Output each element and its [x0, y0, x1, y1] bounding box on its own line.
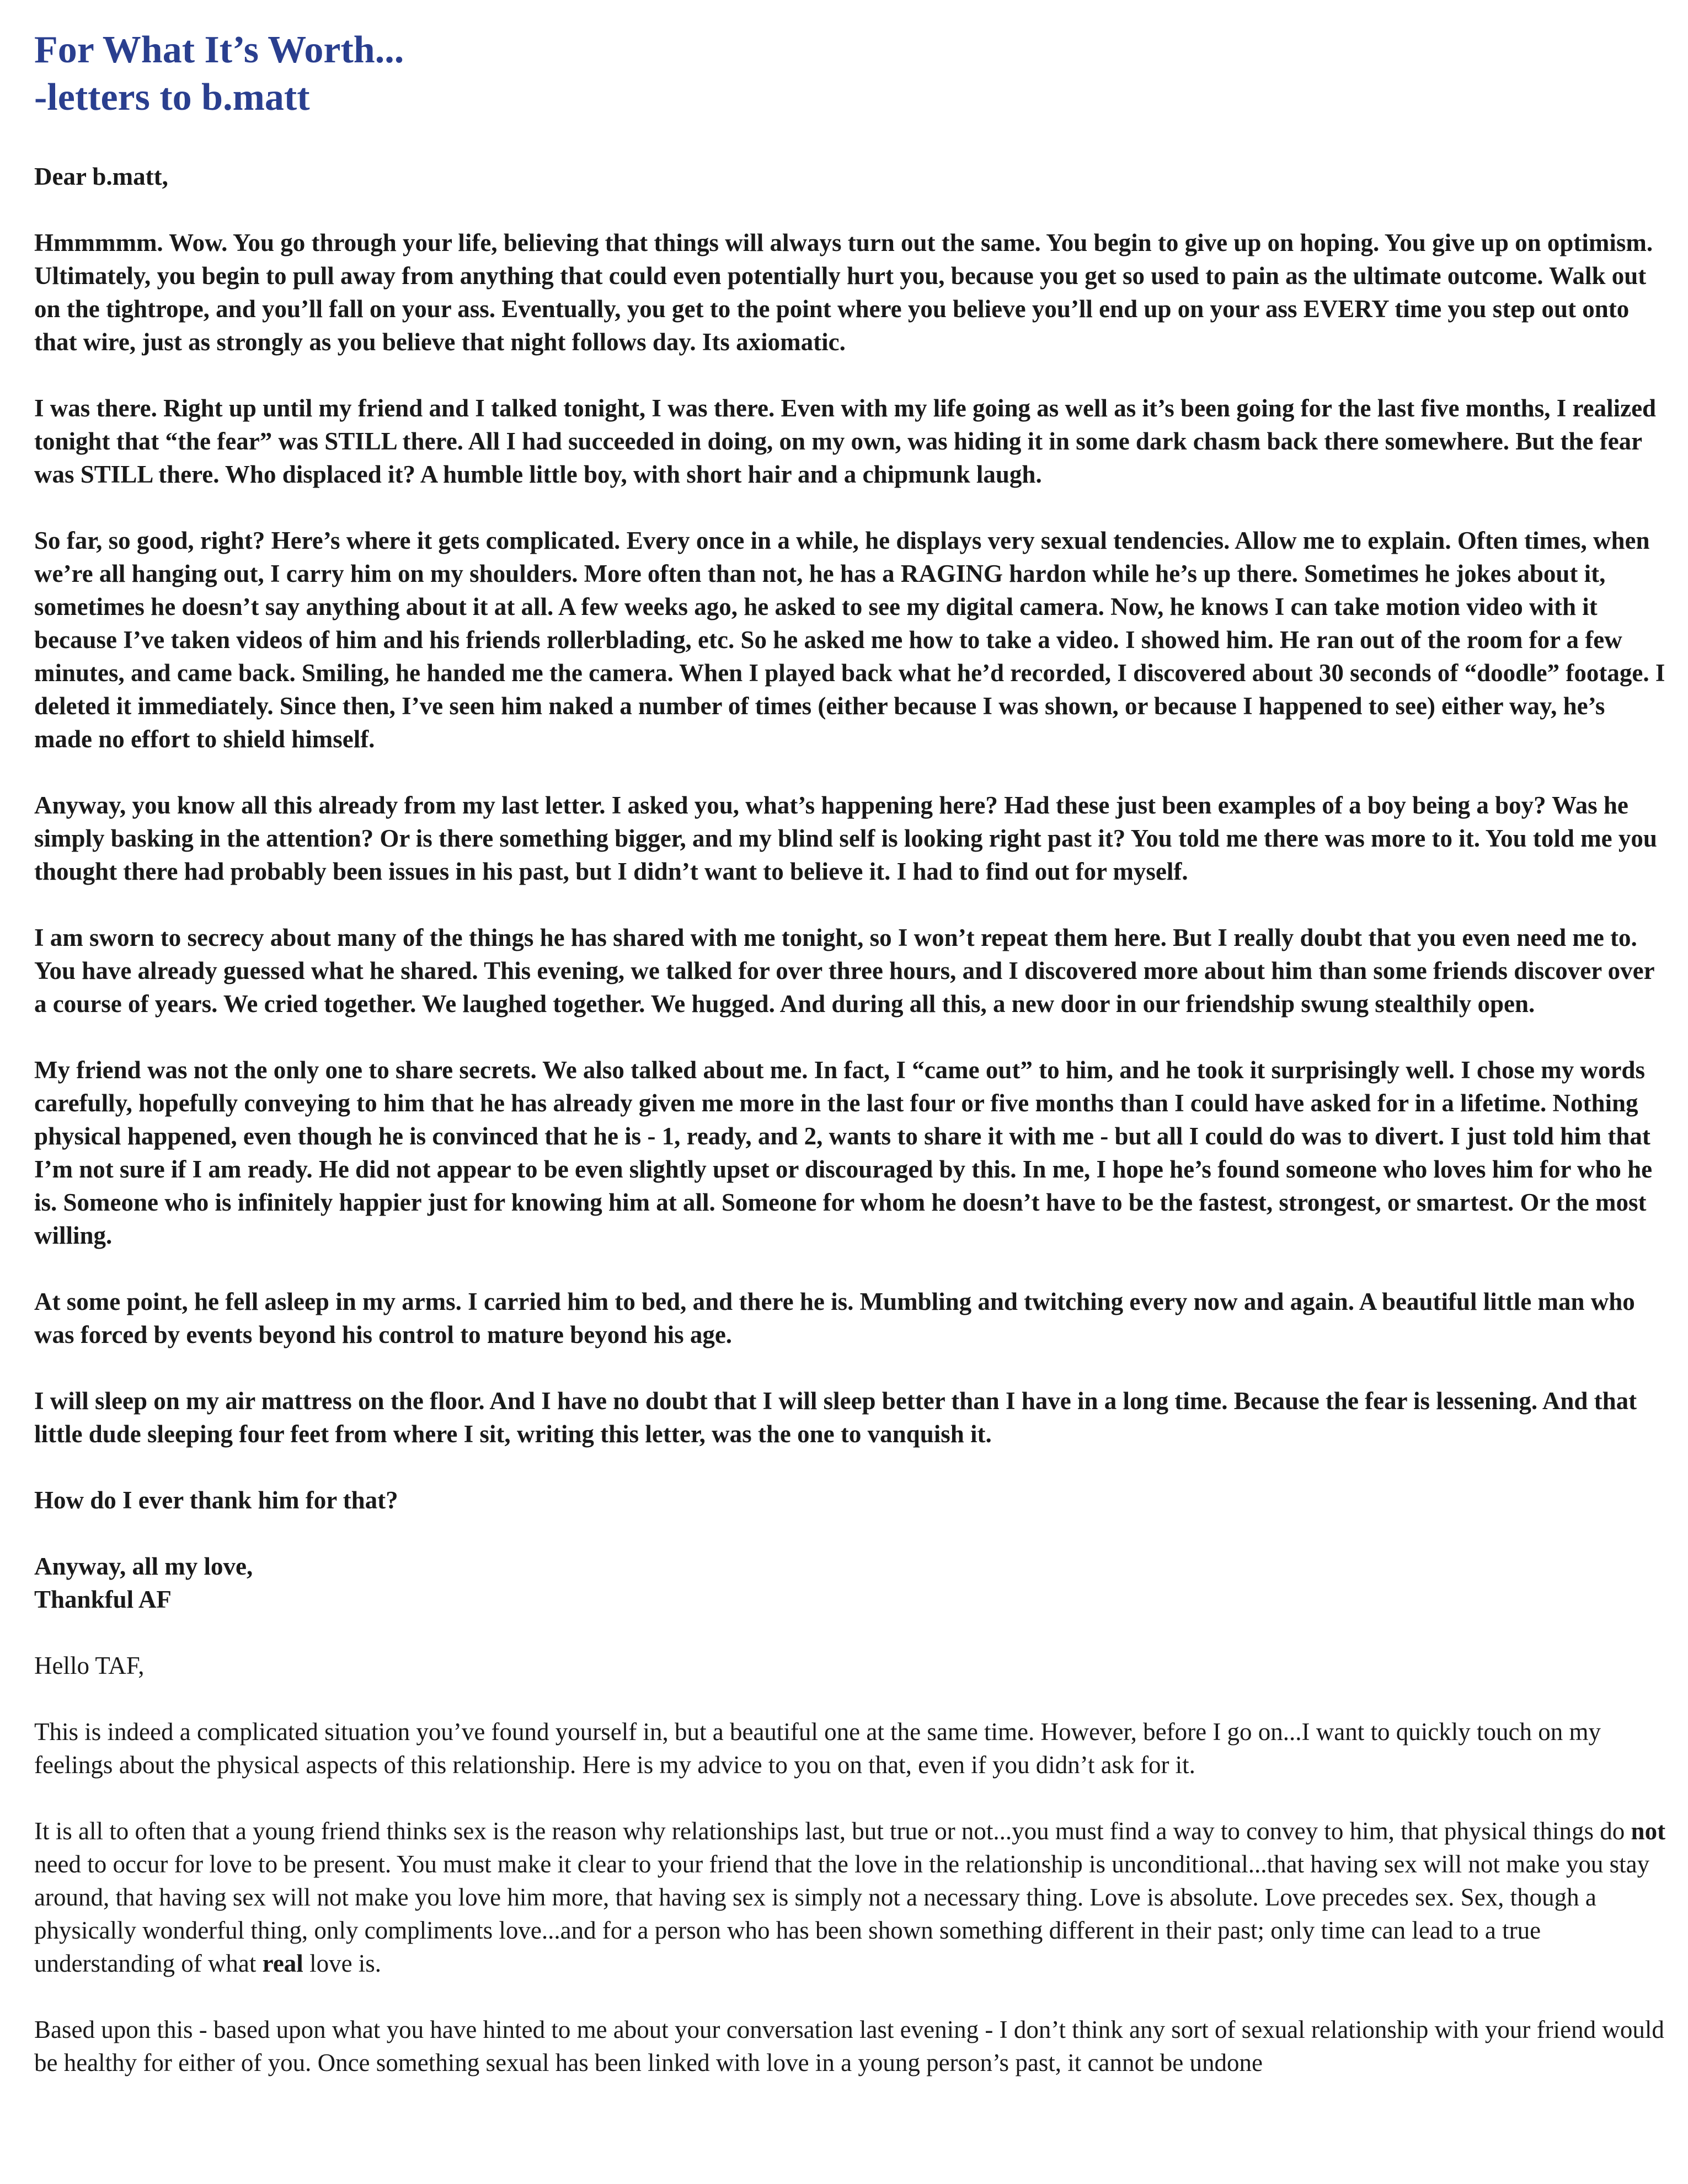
- reader-letter: [34, 160, 1667, 1616]
- letter-paragraph: So far, so good, right? Here’s where it gets complicated. Every once in a while, he displays very sexual tendencies. Allow me to explain. Often times, when we’re all hanging out, I carry him on my shoulders. More often than not, he has a RAGING hardon while he’s up there. Sometimes he jokes about it, sometimes he doesn’t say anything about it at all. A few weeks ago, he asked to see my digital camera. Now, he knows I can take motion video with it because I’ve taken videos of him and his friends rollerblading, etc. So he asked me how to take a video. I showed him. He ran out of the room for a few minutes, and came back. Smiling, he handed me the camera. When I played back what he’d recorded, I discovered about 30 seconds of “doodle” footage. I deleted it immediately. Since then, I’ve seen him naked a number of times (either because I was shown, or because I happened to see) either way, he’s made no effort to shield himself.: [34, 527, 1665, 753]
- title-line-1: For What It’s Worth...: [34, 29, 404, 71]
- reply-paragraph: Based upon this - based upon what you have hinted to me about your conversation last evening - I don’t think any sort of sexual relationship with your friend would be healthy for either of you. Once something sexual has been linked with love in a young person’s past, it cannot be undone: [34, 2016, 1664, 2076]
- letter-paragraph: Hmmmmm. Wow. You go through your life, believing that things will always turn out the same. You begin to give up on hoping. You give up on optimism. Ultimately, you begin to pull away from anything that could even potentially hurt you, because you get so used to pain as the ultimate outcome. Walk out on the tightrope, and you’ll fall on your ass. Eventually, you get to the point where you believe you’ll end up on your ass EVERY time you step out onto that wire, just as strongly as you believe that night follows day. Its axiomatic.: [34, 229, 1653, 356]
- document-page: [34, 26, 1667, 2079]
- letter-paragraph: I am sworn to secrecy about many of the things he has shared with me tonight, so I won’t repeat them here. But I really doubt that you even need me to. You have already guessed what he shared. This evening, we talked for over three hours, and I discovered more about him than some friends discover over a course of years. We cried together. We laughed together. We hugged. And during all this, a new door in our friendship swung stealthily open.: [34, 924, 1654, 1018]
- letter-greeting: Dear b.matt,: [34, 163, 168, 190]
- reply-paragraph: [34, 1814, 1667, 1980]
- letter-paragraph: Anyway, you know all this already from my last letter. I asked you, what’s happening here? Had these just been examples of a boy being a boy? Was he simply basking in the attention? Or is there something bigger, and my blind self is looking right past it? You told me there was more to it. You told me you thought there had probably been issues in his past, but I didn’t want to believe it. I had to find out for myself.: [34, 791, 1657, 885]
- reply-text: need to occur for love to be present. You must make it clear to your friend that the love in the relationship is unconditional...that having sex will not make you stay around, that having sex will not make you love him more, that having sex is simply not a necessary thing. Love is absolute. Love precedes sex. Sex, though a physically wonderful thing, only compliments love...and for a person who has been shown something different in their past; only time can lead to a true understanding of what: [34, 1850, 1650, 1977]
- letter-paragraph: I was there. Right up until my friend and I talked tonight, I was there. Even with my life going as well as it’s been going for the last five months, I realized tonight that “the fear” was STILL there. All I had succeeded in doing, on my own, was hiding it in some dark chasm back there somewhere. But the fear was STILL there. Who displaced it? A humble little boy, with short hair and a chipmunk laugh.: [34, 394, 1657, 488]
- letter-paragraph: How do I ever thank him for that?: [34, 1486, 398, 1514]
- reply-letter: [34, 1649, 1667, 2079]
- page-title: [34, 26, 1667, 121]
- title-line-2: -letters to b.matt: [34, 76, 310, 119]
- letter-signature: Thankful AF: [34, 1586, 172, 1613]
- letter-closing: Anyway, all my love,: [34, 1553, 253, 1580]
- reply-text: It is all to often that a young friend thinks sex is the reason why relationships last, but true or not...you must find a way to convey to him, that physical things do: [34, 1817, 1631, 1845]
- emphasis-real: real: [262, 1950, 303, 1977]
- emphasis-not: not: [1631, 1817, 1666, 1845]
- letter-signoff: [34, 1550, 1667, 1616]
- reply-text: love is.: [303, 1950, 382, 1977]
- letter-paragraph: My friend was not the only one to share secrets. We also talked about me. In fact, I “came out” to him, and he took it surprisingly well. I chose my words carefully, hopefully conveying to him that he has already given me more in the last four or five months than I could have asked for in a lifetime. Nothing physical happened, even though he is convinced that he is - 1, ready, and 2, wants to share it with me - but all I could do was to divert. I just told him that I’m not sure if I am ready. He did not appear to be even slightly upset or discouraged by this. In me, I hope he’s found someone who loves him for who he is. Someone who is infinitely happier just for knowing him at all. Someone for whom he doesn’t have to be the fastest, strongest, or smartest. Or the most willing.: [34, 1056, 1653, 1249]
- reply-paragraph: This is indeed a complicated situation you’ve found yourself in, but a beautiful one at the same time. However, before I go on...I want to quickly touch on my feelings about the physical aspects of this relationship. Here is my advice to you on that, even if you didn’t ask for it.: [34, 1718, 1601, 1779]
- letter-paragraph: I will sleep on my air mattress on the floor. And I have no doubt that I will sleep better than I have in a long time. Because the fear is lessening. And that little dude sleeping four feet from where I sit, writing this letter, was the one to vanquish it.: [34, 1387, 1637, 1448]
- reply-greeting: Hello TAF,: [34, 1652, 145, 1679]
- letter-paragraph: At some point, he fell asleep in my arms. I carried him to bed, and there he is. Mumbling and twitching every now and again. A beautiful little man who was forced by events beyond his control to mature beyond his age.: [34, 1288, 1635, 1348]
